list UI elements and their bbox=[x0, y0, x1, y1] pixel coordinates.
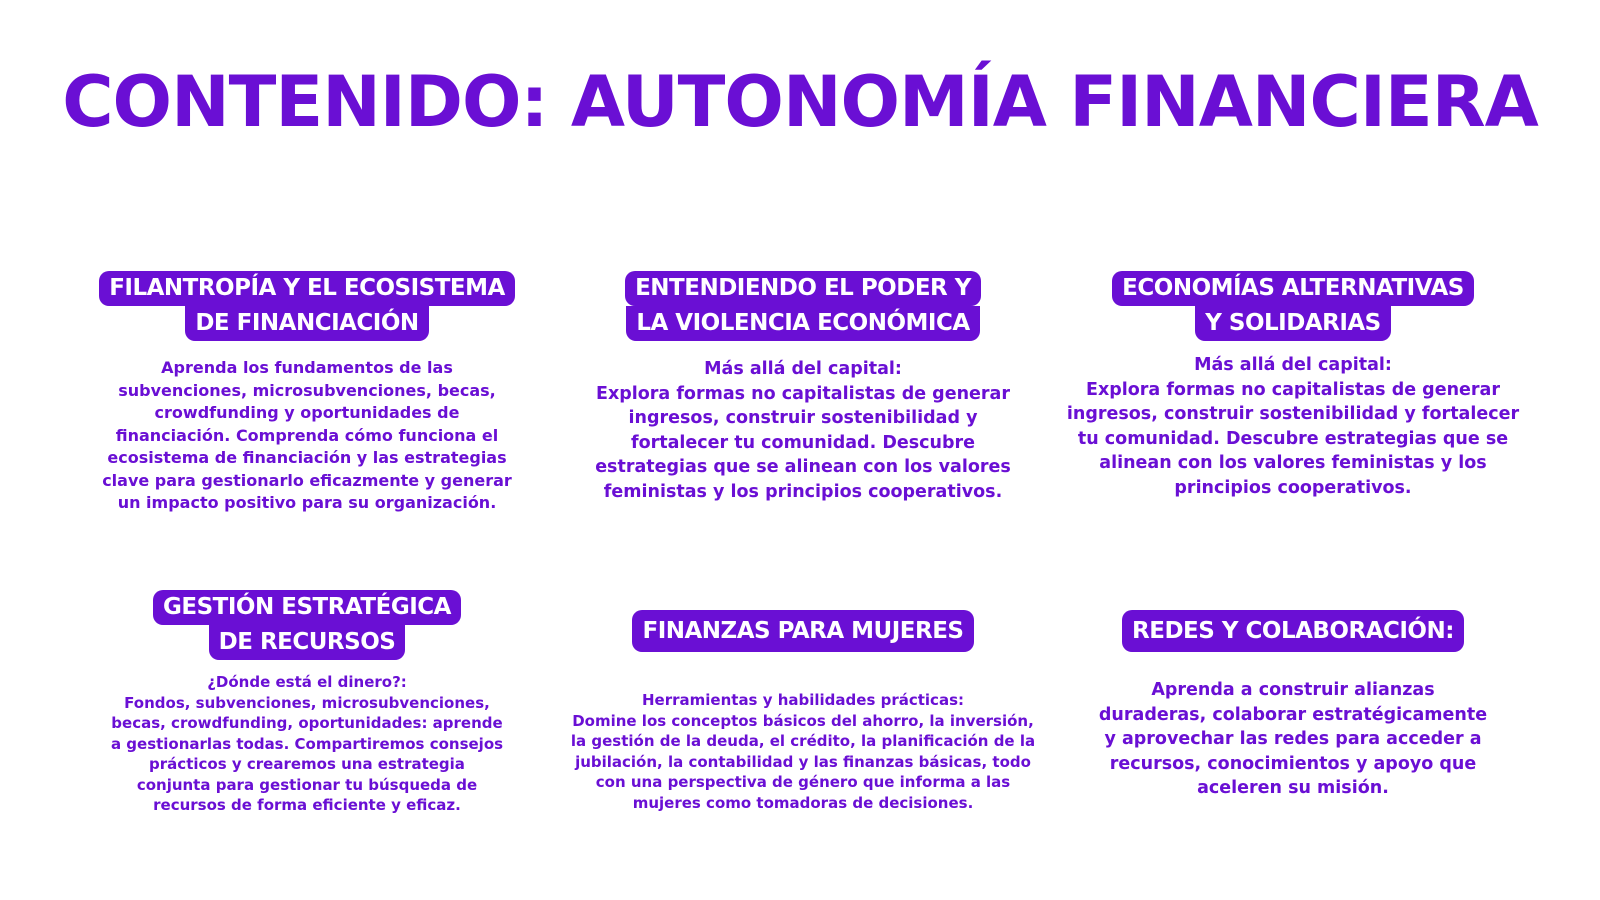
card-title-line: ENTENDIENDO EL PODER Y bbox=[625, 271, 981, 306]
description-line: tu comunidad. Descubre estrategias que se bbox=[1077, 428, 1509, 449]
card-title-line: LA VIOLENCIA ECONÓMICA bbox=[626, 306, 979, 341]
description-line: alinean con los valores feministas y los bbox=[1099, 453, 1487, 473]
card-title-pill bbox=[153, 590, 461, 660]
description-line: y aprovechar las redes para acceder a bbox=[1104, 729, 1482, 749]
card-title-line: FILANTROPÍA Y EL ECOSISTEMA bbox=[99, 271, 515, 306]
description-line: un impacto positivo para su organización. bbox=[117, 493, 497, 512]
card-gestion-estrategica bbox=[77, 590, 537, 816]
description-line: subvenciones, microsubvenciones, becas, bbox=[118, 380, 496, 400]
description-line: la gestión de la deuda, el crédito, la planificación de la bbox=[570, 732, 1036, 750]
description-line: fortalecer tu comunidad. Descubre bbox=[630, 432, 975, 453]
description-line: mujeres como tomadoras de decisiones. bbox=[632, 793, 974, 812]
card-description bbox=[1067, 353, 1519, 500]
description-line: clave para gestionarlo eficazmente y generar bbox=[102, 470, 512, 490]
card-poder-violencia bbox=[573, 271, 1033, 504]
description-line: con una perspectiva de género que informa a las bbox=[595, 773, 1011, 791]
card-title-pill bbox=[99, 271, 515, 341]
card-title-line: GESTIÓN ESTRATÉGICA bbox=[153, 590, 461, 625]
card-title-pill bbox=[1112, 271, 1474, 341]
description-line: ¿Dónde está el dinero?: bbox=[207, 673, 407, 691]
description-line: Explora formas no capitalistas de generar bbox=[1086, 379, 1500, 400]
description-line: financiación. Comprenda cómo funciona el bbox=[115, 425, 499, 445]
card-finanzas-mujeres bbox=[570, 610, 1036, 813]
description-line: estrategias que se alinean con los valores bbox=[595, 457, 1011, 477]
description-line: Aprenda a construir alianzas bbox=[1151, 680, 1435, 700]
card-title-line: Y SOLIDARIAS bbox=[1195, 306, 1391, 341]
card-title-pill bbox=[625, 271, 981, 341]
card-title-line: ECONOMÍAS ALTERNATIVAS bbox=[1112, 271, 1474, 306]
card-title-line: DE FINANCIACIÓN bbox=[185, 306, 428, 341]
description-line: ingresos, construir sostenibilidad y fortalecer bbox=[1066, 404, 1520, 424]
card-title-line: DE RECURSOS bbox=[209, 625, 406, 660]
card-description bbox=[102, 357, 512, 515]
description-line: a gestionarlas todas. Compartiremos consejos bbox=[110, 734, 504, 753]
card-description bbox=[571, 690, 1035, 813]
description-line: aceleren su misión. bbox=[1197, 778, 1389, 798]
description-line: conjunta para gestionar tu búsqueda de bbox=[136, 775, 478, 794]
card-description bbox=[111, 672, 503, 816]
description-line: crowdfunding y oportunidades de bbox=[154, 403, 460, 422]
description-line: Aprenda los fundamentos de las bbox=[161, 358, 453, 377]
description-line: becas, crowdfunding, oportunidades: aprende bbox=[111, 714, 503, 732]
card-title-line: FINANZAS PARA MUJERES bbox=[632, 610, 973, 652]
description-line: duraderas, colaborar estratégicamente bbox=[1098, 704, 1488, 725]
description-line: recursos de forma eficiente y eficaz. bbox=[153, 796, 461, 814]
description-line: Explora formas no capitalistas de generar bbox=[596, 383, 1010, 404]
card-title-pill bbox=[1122, 610, 1464, 652]
description-line: ecosistema de financiación y las estrategias bbox=[107, 448, 507, 467]
card-redes-colaboracion bbox=[1063, 610, 1523, 801]
description-line: jubilación, la contabilidad y las finanzas básicas, todo bbox=[575, 752, 1031, 771]
page-title: CONTENIDO: AUTONOMÍA FINANCIERA bbox=[62, 61, 1538, 143]
description-line: prácticos y crearemos una estrategia bbox=[149, 755, 465, 773]
description-line: principios cooperativos. bbox=[1174, 477, 1412, 498]
card-title-pill bbox=[632, 610, 973, 652]
description-line: Más allá del capital: bbox=[704, 359, 902, 379]
card-title-line: REDES Y COLABORACIÓN: bbox=[1122, 610, 1464, 652]
card-economias-alternativas bbox=[1063, 271, 1523, 500]
card-description bbox=[1099, 678, 1487, 801]
description-line: recursos, conocimientos y apoyo que bbox=[1109, 753, 1477, 774]
description-line: ingresos, construir sostenibilidad y bbox=[628, 408, 978, 428]
description-line: Fondos, subvenciones, microsubvenciones, bbox=[124, 693, 490, 712]
description-line: Herramientas y habilidades prácticas: bbox=[642, 691, 964, 709]
card-description bbox=[595, 357, 1011, 504]
description-line: Domine los conceptos básicos del ahorro, la inversión, bbox=[572, 711, 1034, 730]
description-line: Más allá del capital: bbox=[1194, 355, 1392, 375]
card-filantropia bbox=[77, 271, 537, 515]
description-line: feministas y los principios cooperativos. bbox=[603, 481, 1003, 502]
